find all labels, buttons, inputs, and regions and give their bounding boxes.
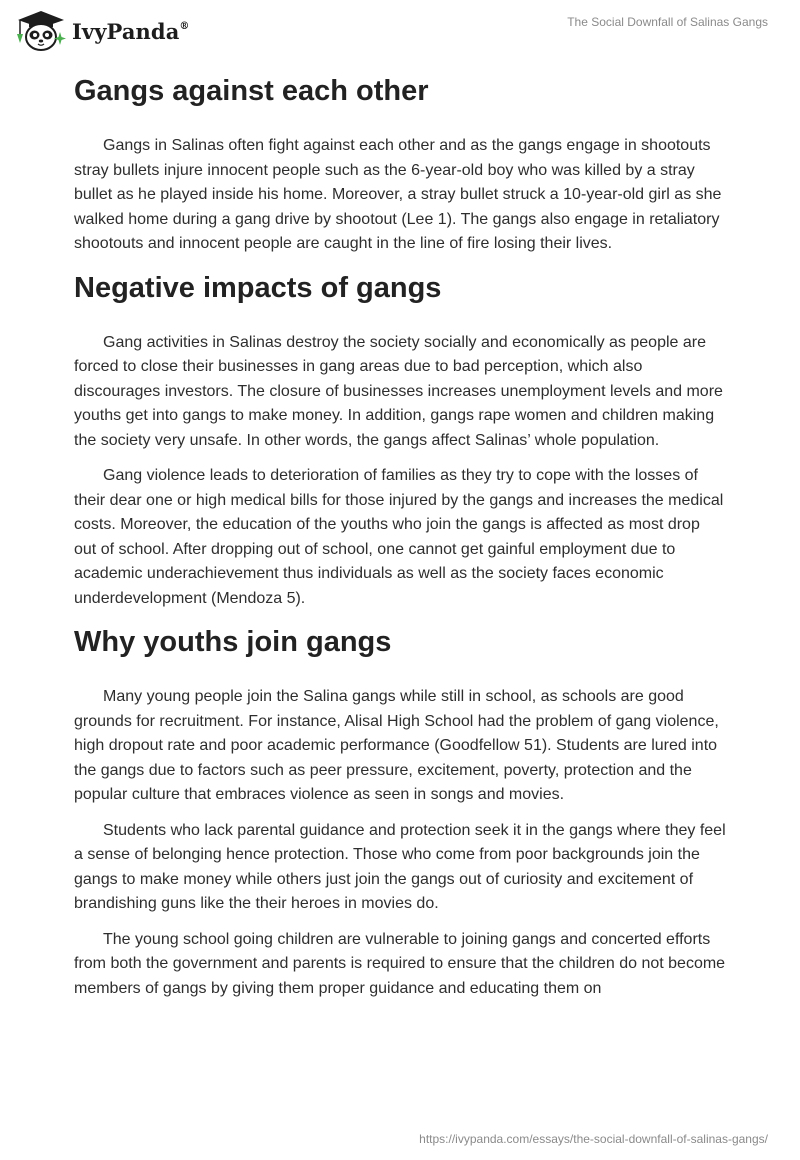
paragraph: Gangs in Salinas often fight against each other and as the gangs engage in shootouts stray bullets injure innocent people such as the 6-year-old boy who was killed by a stray bullet as he played inside his home. Moreover, a stray bullet struck a 10-year-old girl as she walked home during a gang drive by shootout (Lee 1). The gangs also engage in retaliatory shootouts and innocent people are caught in the line of fire losing their lives.: [74, 137, 722, 252]
paragraph: The young school going children are vulnerable to joining gangs and concerted efforts from both the government and parents is required to ensure that the children do not become members of gangs by giving them proper guidance and educating them on: [74, 930, 726, 997]
ivypanda-logo[interactable]: [14, 10, 190, 52]
page-header: [0, 0, 800, 60]
document-title: The Social Downfall of Salinas Gangs: [567, 15, 768, 29]
paragraph: Gang activities in Salinas destroy the society socially and economically as people are forced to close their businesses in gang areas due to bad perception, which also discourages investors. The closure of businesses increases unemployment levels and more youths get into gangs to make money. In addition, gangs rape women and children making the society very unsafe. In other words, the gangs affect Salinas’ whole population.: [74, 333, 723, 449]
section-heading-gangs-against-each-other: Gangs against each other: [74, 75, 429, 107]
section-heading-negative-impacts: Negative impacts of gangs: [74, 271, 442, 304]
section-heading-why-youths-join: Why youths join gangs: [74, 626, 392, 658]
essay-content: [74, 72, 726, 1012]
panda-logo-icon: [14, 10, 68, 52]
registered-mark: ®: [179, 20, 190, 32]
source-url[interactable]: https://ivypanda.com/essays/the-social-downfall-of-salinas-gangs/: [419, 1132, 768, 1146]
brand-name: IvyPanda®: [72, 18, 190, 44]
paragraph: Students who lack parental guidance and protection seek it in the gangs where they feel a sense of belonging hence protection. Those who come from poor backgrounds join the gangs to make money while others just join the gangs out of curiosity and excitement of brandishing guns like the their heroes in movies do.: [74, 821, 726, 912]
paragraph: Gang violence leads to deterioration of families as they try to cope with the losses of their dear one or high medical bills for those injured by the gangs and increases the medical costs. Moreover, the education of the youths who join the gangs is affected as most drop out of school. After dropping out of school, one cannot get gainful employment due to academic underachievement thus individuals as well as the society faces economic underdevelopment (Mendoza 5).: [74, 467, 724, 607]
paragraph: Many young people join the Salina gangs while still in school, as schools are good grounds for recruitment. For instance, Alisal High School had the problem of gang violence, high dropout rate and poor academic performance (Goodfellow 51). Students are lured into the gangs due to factors such as peer pressure, excitement, poverty, protection and the popular culture that embraces violence as seen in songs and movies.: [74, 688, 719, 803]
